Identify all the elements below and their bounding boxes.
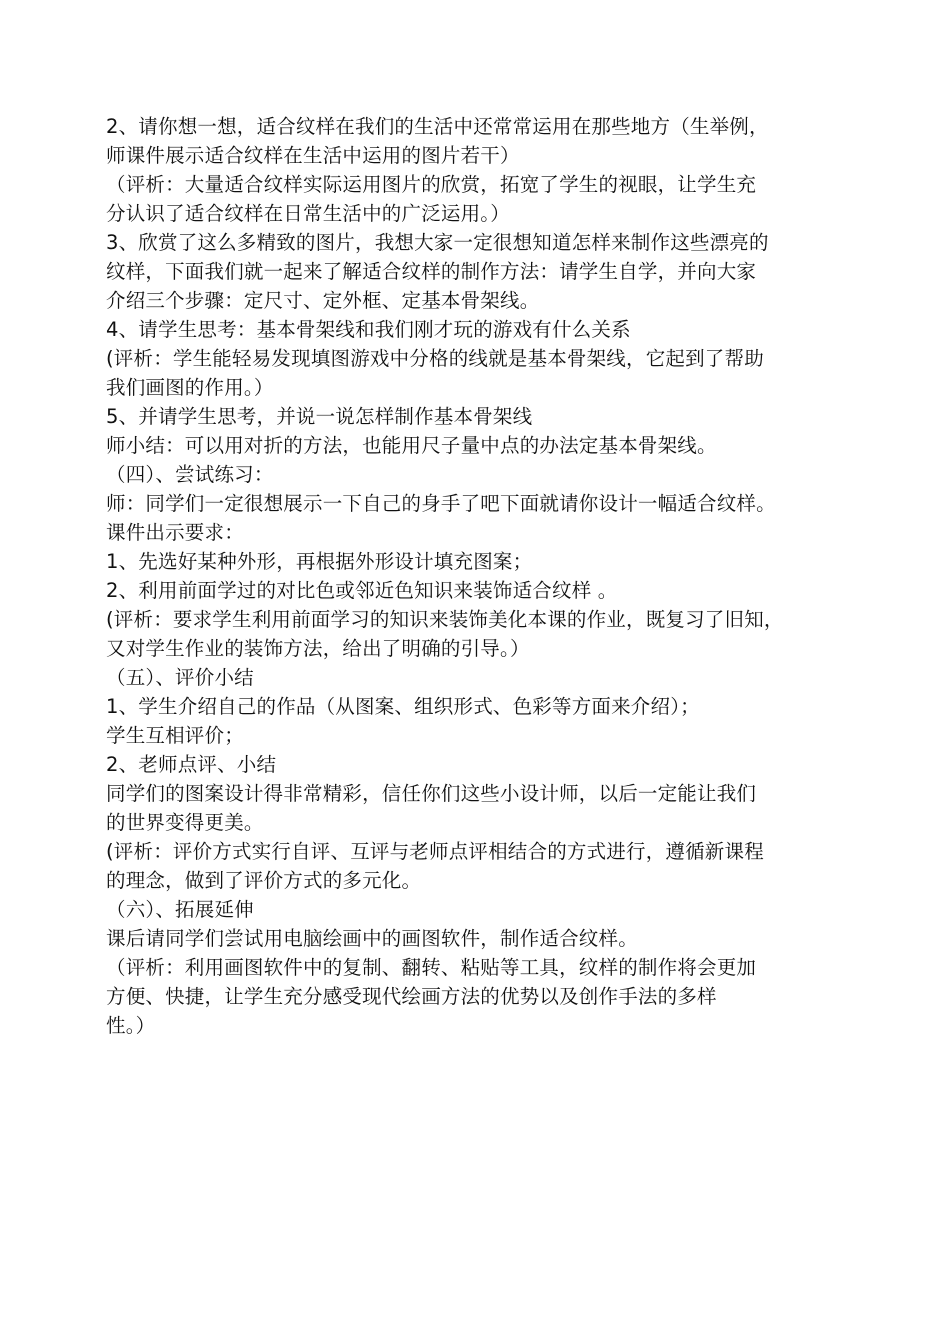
text-line: 3、欣赏了这么多精致的图片，我想大家一定很想知道怎样来制作这些漂亮的 <box>106 231 769 254</box>
text-line: 又对学生作业的装饰方法，给出了明确的引导。） <box>106 637 530 660</box>
text-line: 分认识了适合纹样在日常生活中的广泛运用。） <box>106 202 510 225</box>
text-line: (评析：学生能轻易发现填图游戏中分格的线就是基本骨架线，它起到了帮助 <box>106 347 764 370</box>
text-line: 2、请你想一想，适合纹样在我们的生活中还常常运用在那些地方（生举例， <box>106 115 769 138</box>
text-line: （评析：大量适合纹样实际运用图片的欣赏，拓宽了学生的视眼，让学生充 <box>106 173 757 196</box>
text-line: 方便、快捷，让学生充分感受现代绘画方法的优势以及创作手法的多样 <box>106 985 717 1008</box>
text-line: 师：同学们一定很想展示一下自己的身手了吧下面就请你设计一幅适合纹样。 <box>106 492 776 515</box>
text-line: 同学们的图案设计得非常精彩，信任你们这些小设计师，以后一定能让我们 <box>106 782 757 805</box>
text-line: (评析：要求学生利用前面学习的知识来装饰美化本课的作业，既复习了旧知， <box>106 608 784 631</box>
section-heading: （六）、拓展延伸 <box>106 898 254 921</box>
text-line: 师课件展示适合纹样在生活中运用的图片若干） <box>106 144 520 167</box>
text-line: 介绍三个步骤：定尺寸、定外框、定基本骨架线。 <box>106 289 540 312</box>
section-heading: （四）、尝试练习： <box>106 463 274 486</box>
text-line: 的理念，做到了评价方式的多元化。 <box>106 869 422 892</box>
text-line: 的世界变得更美。 <box>106 811 264 834</box>
text-line: 1、先选好某种外形，再根据外形设计填充图案； <box>106 550 533 573</box>
text-line: 4、请学生思考：基本骨架线和我们刚才玩的游戏有什么关系 <box>106 318 631 341</box>
text-line: 5、并请学生思考，并说一说怎样制作基本骨架线 <box>106 405 533 428</box>
text-line: (评析：评价方式实行自评、互评与老师点评相结合的方式进行，遵循新课程 <box>106 840 764 863</box>
text-line: 性。） <box>106 1014 156 1037</box>
text-line: 课件出示要求： <box>106 521 244 544</box>
text-line: 师小结：可以用对折的方法，也能用尺子量中点的办法定基本骨架线。 <box>106 434 717 457</box>
text-line: 2、老师点评、小结 <box>106 753 277 776</box>
text-line: 我们画图的作用。） <box>106 376 274 399</box>
text-line: 课后请同学们尝试用电脑绘画中的画图软件，制作适合纹样。 <box>106 927 638 950</box>
text-line: 2、利用前面学过的对比色或邻近色知识来装饰适合纹样 。 <box>106 579 618 602</box>
section-heading: （五）、评价小结 <box>106 666 254 689</box>
text-line: 学生互相评价； <box>106 724 244 747</box>
text-line: 1、学生介绍自己的作品（从图案、组织形式、色彩等方面来介绍）； <box>106 695 700 718</box>
document-body <box>106 112 866 1040</box>
text-line: （评析：利用画图软件中的复制、翻转、粘贴等工具，纹样的制作将会更加 <box>106 956 757 979</box>
text-line: 纹样，下面我们就一起来了解适合纹样的制作方法：请学生自学，并向大家 <box>106 260 757 283</box>
